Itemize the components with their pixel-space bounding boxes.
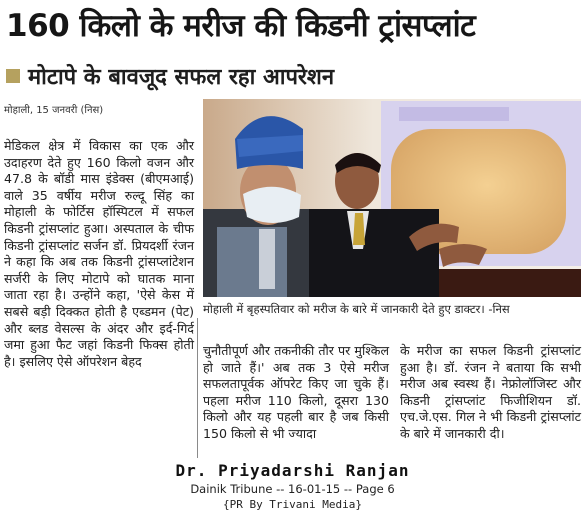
- column-divider: [197, 318, 198, 458]
- headline: 160 किलो के मरीज की किडनी ट्रांसप्लांट: [6, 8, 476, 44]
- subheadline: मोटापे के बावजूद सफल रहा आपरेशन: [28, 65, 335, 90]
- article-column-3: [400, 343, 581, 443]
- news-photo: [203, 99, 581, 297]
- photo-caption: मोहाली में बृहस्पतिवार को मरीज के बारे में जानकारी देते हुए डाक्टर। -निस: [203, 302, 510, 316]
- subheadline-row: [6, 62, 334, 90]
- article-column-1: [4, 138, 194, 370]
- column-3-text: के मरीज का सफल किडनी ट्रांसप्लांट हुआ है। डॉ. रंजन ने बताया कि सभी मरीज अब स्वस्थ हैं। नेफ्रोलॉजिस्ट और किडनी ट्रांसप्लांट फिजीशियन डॉ. एच.जे.एस. गिल ने भी किडनी ट्रांसप्लांट के बारे में जानकारी दी।: [400, 343, 581, 441]
- credit-name: Dr. Priyadarshi Ranjan: [175, 461, 410, 480]
- credit-source: Dainik Tribune -- 16-01-15 -- Page 6: [190, 482, 395, 496]
- column-1-text: मेडिकल क्षेत्र में विकास का एक और उदाहरण देते हुए 160 किलो वजन और 47.8 के बॉडी मास इंडेक्स (बीएमआई) वाले 35 वर्षीय मरीज रुल्दू सिंह का मोहाली के फोर्टिस हॉस्पिटल में सफल किडनी ट्रांसप्लांट हुआ। अस्पताल के चीफ किडनी ट्रांसप्लांट सर्जन डॉ. प्रियदर्शी रंजन ने कहा कि अब तक किडनी ट्रांसप्लांटेशन सर्जरी के लिए मोटापे को घातक माना जाता रहा है। उन्होंने कहा, 'ऐसे केस में सबसे बड़ी दिक्कत होती है एब्डमन (पेट) और ब्लड वेसल्स के अंदर और इर्द-गिर्द जमा हुआ फैट जहां किडनी फिक्स होती है। इसलिए ऐसे ऑपरेशन बेहद: [4, 138, 194, 369]
- dateline: मोहाली, 15 जनवरी (निस): [4, 105, 104, 116]
- square-bullet-icon: [6, 69, 20, 83]
- article-column-2: [203, 343, 389, 443]
- credit-pr: {PR By Trivani Media}: [222, 498, 363, 511]
- column-2-text: चुनौतीपूर्ण और तकनीकी तौर पर मुश्किल हो जाते हैं।' अब तक 3 ऐसे मरीज सफलतापूर्वक ऑपरेट किए जा चुके हैं। पहला मरीज 110 किलो, दूसरा 130 किलो और यह पहली बार है जब किसी 150 किलो से भी ज्यादा: [203, 343, 389, 441]
- news-photo-illustration: [203, 99, 581, 297]
